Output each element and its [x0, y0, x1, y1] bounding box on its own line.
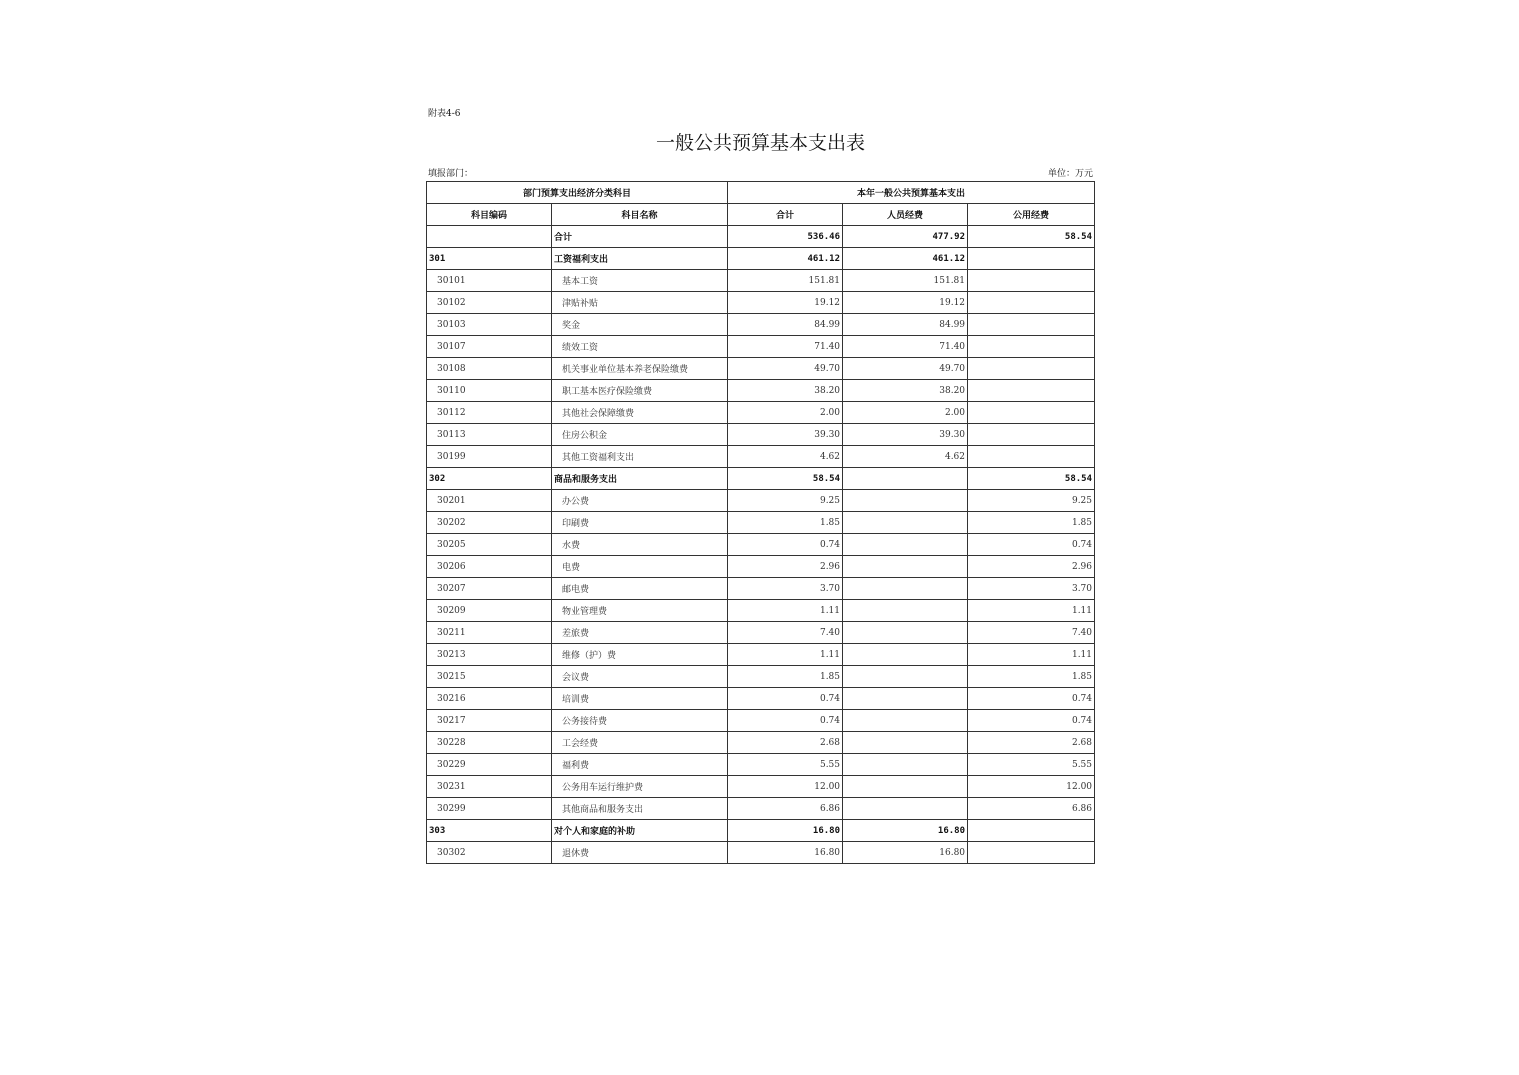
page-title: 一般公共预算基本支出表	[655, 132, 865, 154]
table-row	[427, 490, 1095, 512]
row-name: 电费	[552, 556, 728, 578]
row-code: 30202	[427, 512, 552, 534]
row-name: 印刷费	[552, 512, 728, 534]
row-public	[968, 380, 1095, 402]
row-personnel: 477.92	[843, 226, 968, 248]
row-personnel	[843, 622, 968, 644]
row-total: 38.20	[728, 380, 843, 402]
reporting-department-label: 填报部门：	[428, 169, 474, 179]
row-code: 30101	[427, 270, 552, 292]
row-code: 30107	[427, 336, 552, 358]
row-code: 30215	[427, 666, 552, 688]
row-code: 30209	[427, 600, 552, 622]
row-code	[427, 226, 552, 248]
attachment-label: 附表4-6	[428, 109, 461, 119]
row-code: 30199	[427, 446, 552, 468]
row-code: 30216	[427, 688, 552, 710]
row-name: 培训费	[552, 688, 728, 710]
row-code: 301	[427, 248, 552, 270]
row-code: 30108	[427, 358, 552, 380]
table-row	[427, 578, 1095, 600]
row-total: 0.74	[728, 710, 843, 732]
row-code: 30205	[427, 534, 552, 556]
header-public: 公用经费	[968, 204, 1095, 226]
row-total: 5.55	[728, 754, 843, 776]
row-total: 71.40	[728, 336, 843, 358]
row-code: 30206	[427, 556, 552, 578]
row-name: 会议费	[552, 666, 728, 688]
row-code: 30113	[427, 424, 552, 446]
row-code: 302	[427, 468, 552, 490]
table-row	[427, 666, 1095, 688]
row-public: 1.85	[968, 512, 1095, 534]
row-code: 30201	[427, 490, 552, 512]
row-name: 邮电费	[552, 578, 728, 600]
row-personnel: 39.30	[843, 424, 968, 446]
row-personnel	[843, 754, 968, 776]
table-row	[427, 710, 1095, 732]
row-name: 差旅费	[552, 622, 728, 644]
row-public: 58.54	[968, 226, 1095, 248]
row-name: 福利费	[552, 754, 728, 776]
row-total: 1.85	[728, 512, 843, 534]
table-row	[427, 820, 1095, 842]
row-public	[968, 336, 1095, 358]
row-total: 16.80	[728, 842, 843, 864]
row-code: 30112	[427, 402, 552, 424]
row-personnel	[843, 534, 968, 556]
table-row	[427, 358, 1095, 380]
row-personnel	[843, 468, 968, 490]
row-public	[968, 446, 1095, 468]
row-code: 303	[427, 820, 552, 842]
budget-table	[426, 181, 1095, 864]
row-name: 奖金	[552, 314, 728, 336]
table-row	[427, 622, 1095, 644]
row-total: 3.70	[728, 578, 843, 600]
table-row	[427, 424, 1095, 446]
table-row	[427, 270, 1095, 292]
row-public	[968, 424, 1095, 446]
row-public	[968, 270, 1095, 292]
row-code: 30213	[427, 644, 552, 666]
row-public: 3.70	[968, 578, 1095, 600]
row-total: 12.00	[728, 776, 843, 798]
row-public: 2.96	[968, 556, 1095, 578]
row-total: 1.85	[728, 666, 843, 688]
row-code: 30231	[427, 776, 552, 798]
table-row	[427, 556, 1095, 578]
row-personnel	[843, 556, 968, 578]
row-total: 536.46	[728, 226, 843, 248]
row-code: 30302	[427, 842, 552, 864]
row-public	[968, 402, 1095, 424]
row-code: 30217	[427, 710, 552, 732]
row-name: 公务接待费	[552, 710, 728, 732]
row-name: 工会经费	[552, 732, 728, 754]
row-name: 其他社会保障缴费	[552, 402, 728, 424]
row-public	[968, 842, 1095, 864]
header-group-classification: 部门预算支出经济分类科目	[427, 182, 728, 204]
table-row	[427, 732, 1095, 754]
row-total: 49.70	[728, 358, 843, 380]
table-row	[427, 468, 1095, 490]
row-name: 基本工资	[552, 270, 728, 292]
row-personnel: 71.40	[843, 336, 968, 358]
row-public	[968, 358, 1095, 380]
table-row	[427, 842, 1095, 864]
row-public: 0.74	[968, 688, 1095, 710]
table-row	[427, 402, 1095, 424]
table-row	[427, 248, 1095, 270]
row-name: 机关事业单位基本养老保险缴费	[552, 358, 728, 380]
row-personnel	[843, 710, 968, 732]
table-row	[427, 446, 1095, 468]
row-total: 2.96	[728, 556, 843, 578]
row-personnel	[843, 578, 968, 600]
row-total: 39.30	[728, 424, 843, 446]
row-code: 30228	[427, 732, 552, 754]
row-total: 9.25	[728, 490, 843, 512]
table-row	[427, 380, 1095, 402]
row-name: 物业管理费	[552, 600, 728, 622]
row-name: 商品和服务支出	[552, 468, 728, 490]
table-row	[427, 600, 1095, 622]
table-row	[427, 754, 1095, 776]
row-personnel	[843, 776, 968, 798]
row-public: 58.54	[968, 468, 1095, 490]
row-name: 办公费	[552, 490, 728, 512]
row-name: 其他商品和服务支出	[552, 798, 728, 820]
row-public: 1.11	[968, 600, 1095, 622]
row-personnel: 16.80	[843, 842, 968, 864]
row-personnel	[843, 512, 968, 534]
row-total: 0.74	[728, 534, 843, 556]
row-public: 6.86	[968, 798, 1095, 820]
row-personnel	[843, 600, 968, 622]
row-public	[968, 292, 1095, 314]
row-code: 30102	[427, 292, 552, 314]
row-code: 30211	[427, 622, 552, 644]
table-row	[427, 688, 1095, 710]
row-public	[968, 314, 1095, 336]
row-personnel	[843, 732, 968, 754]
row-code: 30229	[427, 754, 552, 776]
row-personnel: 38.20	[843, 380, 968, 402]
row-total: 6.86	[728, 798, 843, 820]
row-personnel: 2.00	[843, 402, 968, 424]
row-name: 住房公积金	[552, 424, 728, 446]
table-row	[427, 798, 1095, 820]
row-personnel	[843, 688, 968, 710]
table-row	[427, 314, 1095, 336]
table-row	[427, 292, 1095, 314]
row-total: 1.11	[728, 600, 843, 622]
row-name: 公务用车运行维护费	[552, 776, 728, 798]
row-total: 0.74	[728, 688, 843, 710]
row-public: 7.40	[968, 622, 1095, 644]
row-personnel: 49.70	[843, 358, 968, 380]
row-total: 4.62	[728, 446, 843, 468]
table-row	[427, 644, 1095, 666]
row-public: 12.00	[968, 776, 1095, 798]
row-name: 水费	[552, 534, 728, 556]
row-name: 退休费	[552, 842, 728, 864]
row-public: 9.25	[968, 490, 1095, 512]
table-body	[427, 226, 1095, 864]
row-total: 1.11	[728, 644, 843, 666]
header-personnel: 人员经费	[843, 204, 968, 226]
row-personnel	[843, 798, 968, 820]
row-public	[968, 248, 1095, 270]
row-code: 30207	[427, 578, 552, 600]
header-code: 科目编码	[427, 204, 552, 226]
row-total: 84.99	[728, 314, 843, 336]
row-name: 津贴补贴	[552, 292, 728, 314]
row-total: 461.12	[728, 248, 843, 270]
row-code: 30299	[427, 798, 552, 820]
table-row	[427, 534, 1095, 556]
row-name: 绩效工资	[552, 336, 728, 358]
row-total: 151.81	[728, 270, 843, 292]
table-row	[427, 512, 1095, 534]
row-personnel	[843, 666, 968, 688]
row-code: 30103	[427, 314, 552, 336]
row-public: 2.68	[968, 732, 1095, 754]
header-name: 科目名称	[552, 204, 728, 226]
unit-label: 单位：万元	[1047, 169, 1093, 179]
row-total: 19.12	[728, 292, 843, 314]
row-personnel	[843, 644, 968, 666]
row-personnel: 84.99	[843, 314, 968, 336]
row-public: 5.55	[968, 754, 1095, 776]
row-personnel: 16.80	[843, 820, 968, 842]
table-row	[427, 776, 1095, 798]
row-name: 合计	[552, 226, 728, 248]
row-name: 对个人和家庭的补助	[552, 820, 728, 842]
row-total: 2.68	[728, 732, 843, 754]
row-name: 职工基本医疗保险缴费	[552, 380, 728, 402]
table-row	[427, 226, 1095, 248]
row-total: 58.54	[728, 468, 843, 490]
row-total: 16.80	[728, 820, 843, 842]
row-total: 7.40	[728, 622, 843, 644]
row-personnel: 4.62	[843, 446, 968, 468]
row-personnel: 19.12	[843, 292, 968, 314]
header-total: 合计	[728, 204, 843, 226]
row-total: 2.00	[728, 402, 843, 424]
row-public: 0.74	[968, 710, 1095, 732]
row-name: 维修（护）费	[552, 644, 728, 666]
row-personnel: 151.81	[843, 270, 968, 292]
row-personnel	[843, 490, 968, 512]
row-public	[968, 820, 1095, 842]
row-public: 1.11	[968, 644, 1095, 666]
row-name: 工资福利支出	[552, 248, 728, 270]
row-personnel: 461.12	[843, 248, 968, 270]
header-group-basic-expenditure: 本年一般公共预算基本支出	[728, 182, 1095, 204]
table-row	[427, 336, 1095, 358]
row-code: 30110	[427, 380, 552, 402]
row-public: 1.85	[968, 666, 1095, 688]
row-name: 其他工资福利支出	[552, 446, 728, 468]
row-public: 0.74	[968, 534, 1095, 556]
